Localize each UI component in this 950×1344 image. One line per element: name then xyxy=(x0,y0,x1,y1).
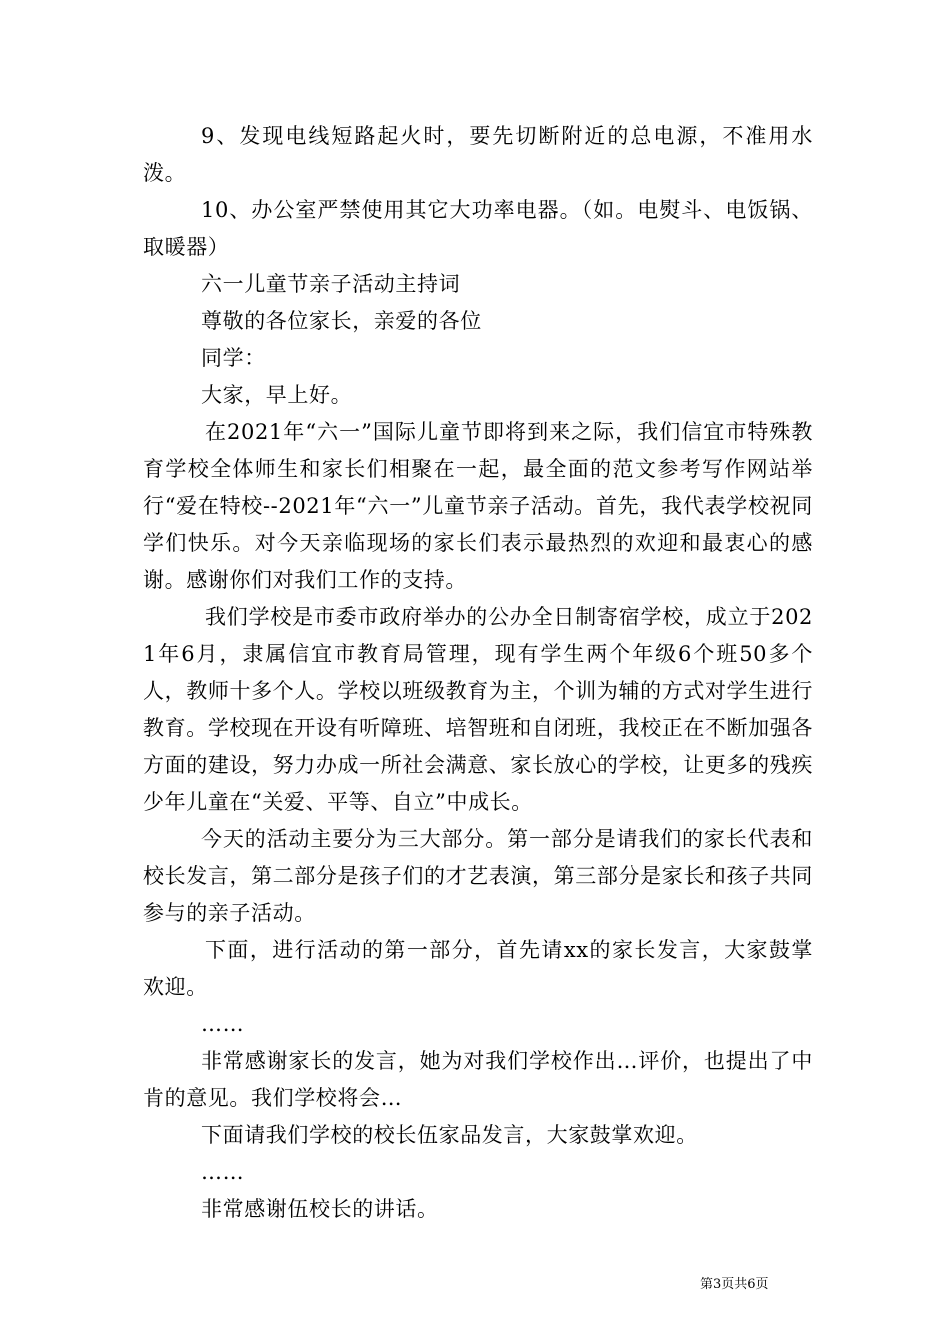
paragraph-agenda: 今天的活动主要分为三大部分。第一部分是请我们的家长代表和校长发言，第二部分是孩子们的才艺表演，第三部分是家长和孩子共同参与的亲子活动。 xyxy=(143,827,813,925)
page-number: 第3页共6页 xyxy=(700,1277,769,1292)
paragraph-school-intro: 我们学校是市委市政府举办的公办全日制寄宿学校，成立于2021年6月，隶属信宜市教育局管理，现有学生两个年级6个班50多个人，教师十多个人。学校以班级教育为主，个训为辅的方式对学生进行教育。学校现在开设有听障班、培智班和自闭班，我校正在不断加强各方面的建设，努力办成一所社会满意、家长放心的学校，让更多的残疾少年儿童在“关爱、平等、自立”中成长。 xyxy=(143,605,813,814)
section-title: 六一儿童节亲子活动主持词 xyxy=(201,272,461,296)
greeting-line-1: 尊敬的各位家长，亲爱的各位 xyxy=(201,309,482,333)
ellipsis-2: …… xyxy=(201,1160,245,1184)
document-body xyxy=(143,118,813,1228)
paragraph-thanks-principal: 非常感谢伍校长的讲话。 xyxy=(201,1197,439,1221)
paragraph-parent-speech: 下面，进行活动的第一部分，首先请xx的家长发言，大家鼓掌欢迎。 xyxy=(143,938,813,999)
ellipsis-1: …… xyxy=(201,1012,245,1036)
paragraph-thanks-parent: 非常感谢家长的发言，她为对我们学校作出…评价，也提出了中肯的意见。我们学校将会… xyxy=(143,1049,813,1110)
greeting-line-3: 大家，早上好。 xyxy=(201,383,353,407)
paragraph-safety-rule-9: 9、发现电线短路起火时，要先切断附近的总电源，不准用水泼。 xyxy=(143,124,813,185)
paragraph-safety-rule-10: 10、办公室严禁使用其它大功率电器。（如。电熨斗、电饭锅、取暖器） xyxy=(143,198,813,259)
paragraph-principal-speech: 下面请我们学校的校长伍家品发言，大家鼓掌欢迎。 xyxy=(201,1123,698,1147)
greeting-line-2: 同学： xyxy=(201,346,266,370)
paragraph-opening: 在2021年“六一”国际儿童节即将到来之际，我们信宜市特殊教育学校全体师生和家长们相聚在一起，最全面的范文参考写作网站举行“爱在特校--2021年“六一”儿童节亲子活动。首先，我代表学校祝同学们快乐。对今天亲临现场的家长们表示最热烈的欢迎和最衷心的感谢。感谢你们对我们工作的支持。 xyxy=(143,420,813,592)
